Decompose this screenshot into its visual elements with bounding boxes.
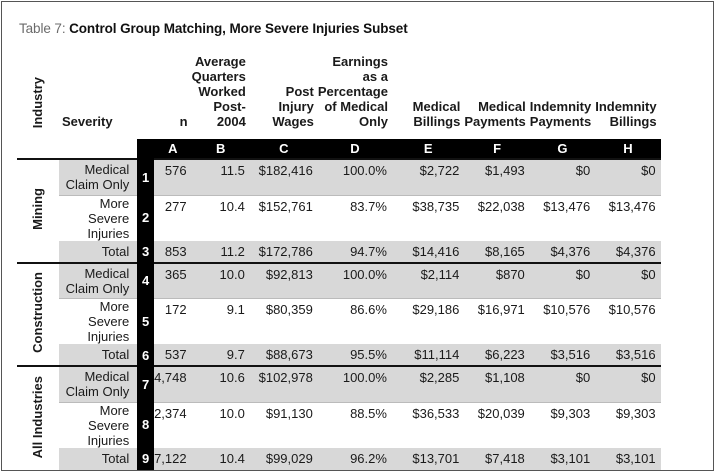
column-header: n xyxy=(179,114,188,129)
row-number: 6 xyxy=(137,344,154,366)
value-cell: $172,786 xyxy=(250,241,318,263)
value-cell: 100.0% xyxy=(318,263,392,299)
column-letter: D xyxy=(318,139,392,159)
table-row xyxy=(17,241,717,263)
value-cell: $7,418 xyxy=(464,448,529,470)
table-title-main: Control Group Matching, More Severe Injuries Subset xyxy=(69,21,408,36)
severity-cell: More Severe Injuries xyxy=(59,195,137,241)
value-cell: $0 xyxy=(530,263,595,299)
table-row xyxy=(17,195,717,241)
column-letter: F xyxy=(464,139,529,159)
value-cell: 853 xyxy=(154,241,192,263)
column-letter: C xyxy=(250,139,318,159)
value-cell: 2,374 xyxy=(154,402,192,448)
value-cell: 11.2 xyxy=(192,241,250,263)
value-cell: $92,813 xyxy=(250,263,318,299)
value-cell: $1,108 xyxy=(464,366,529,402)
severity-cell: Total xyxy=(59,448,137,470)
table-row xyxy=(17,159,717,195)
value-cell: 100.0% xyxy=(318,366,392,402)
column-letter: H xyxy=(595,139,660,159)
value-cell: $102,978 xyxy=(250,366,318,402)
value-cell: $22,038 xyxy=(464,195,529,241)
row-number: 3 xyxy=(137,241,154,263)
value-cell: 4,748 xyxy=(154,366,192,402)
value-cell: 9.7 xyxy=(192,344,250,366)
severity-cell: Total xyxy=(59,241,137,263)
severity-cell: Medical Claim Only xyxy=(59,366,137,402)
table-row xyxy=(17,366,717,402)
value-cell: 7,122 xyxy=(154,448,192,470)
value-cell: $20,039 xyxy=(464,402,529,448)
column-header: Medical Billings xyxy=(412,99,461,129)
value-cell: 86.6% xyxy=(318,299,392,345)
value-cell: 10.0 xyxy=(192,402,250,448)
value-cell: $36,533 xyxy=(392,402,464,448)
severity-header: Severity xyxy=(61,114,113,129)
value-cell: 365 xyxy=(154,263,192,299)
value-cell: 96.2% xyxy=(318,448,392,470)
value-cell: $0 xyxy=(530,366,595,402)
value-cell: $870 xyxy=(464,263,529,299)
value-cell: 95.5% xyxy=(318,344,392,366)
value-cell: 88.5% xyxy=(318,402,392,448)
column-header: Indemnity Billings xyxy=(595,99,657,129)
table-row xyxy=(17,448,717,470)
value-cell: $2,722 xyxy=(392,159,464,195)
value-cell: $1,493 xyxy=(464,159,529,195)
row-number: 2 xyxy=(137,195,154,241)
value-cell: $13,476 xyxy=(595,195,660,241)
table-row xyxy=(17,263,717,299)
row-number-column-cap xyxy=(137,139,154,159)
value-cell: 10.0 xyxy=(192,263,250,299)
value-cell: $0 xyxy=(595,366,660,402)
value-cell: 9.1 xyxy=(192,299,250,345)
row-number: 1 xyxy=(137,159,154,195)
value-cell: $2,114 xyxy=(392,263,464,299)
value-cell: $88,673 xyxy=(250,344,318,366)
value-cell: $3,101 xyxy=(530,448,595,470)
value-cell: $99,029 xyxy=(250,448,318,470)
industry-header: Industry xyxy=(30,76,46,128)
value-cell: $10,576 xyxy=(595,299,660,345)
column-letter-row xyxy=(17,139,717,159)
value-cell: $0 xyxy=(530,159,595,195)
value-cell: $0 xyxy=(595,159,660,195)
table-row xyxy=(17,344,717,366)
value-cell: $13,701 xyxy=(392,448,464,470)
column-header: Indemnity Payments xyxy=(529,99,592,129)
value-cell: $3,516 xyxy=(595,344,660,366)
table-body xyxy=(17,159,717,470)
severity-cell: Medical Claim Only xyxy=(59,263,137,299)
column-header: Average Quarters Worked Post-2004 xyxy=(191,54,246,129)
value-cell: 277 xyxy=(154,195,192,241)
value-cell: $16,971 xyxy=(464,299,529,345)
value-cell: $8,165 xyxy=(464,241,529,263)
value-cell: $0 xyxy=(595,263,660,299)
table-row xyxy=(17,299,717,345)
value-cell: $29,186 xyxy=(392,299,464,345)
value-cell: $9,303 xyxy=(595,402,660,448)
value-cell: 83.7% xyxy=(318,195,392,241)
column-header: Post Injury Wages xyxy=(272,84,314,129)
value-cell: 10.6 xyxy=(192,366,250,402)
row-number: 4 xyxy=(137,263,154,299)
column-letter: A xyxy=(154,139,192,159)
value-cell: 11.5 xyxy=(192,159,250,195)
value-cell: 576 xyxy=(154,159,192,195)
industry-group-label: All Industries xyxy=(17,366,59,470)
table-row xyxy=(17,402,717,448)
value-cell: 10.4 xyxy=(192,195,250,241)
row-number: 9 xyxy=(137,448,154,470)
severity-cell: Medical Claim Only xyxy=(59,159,137,195)
value-cell: $6,223 xyxy=(464,344,529,366)
value-cell: $10,576 xyxy=(530,299,595,345)
value-cell: $80,359 xyxy=(250,299,318,345)
value-cell: 172 xyxy=(154,299,192,345)
data-table xyxy=(17,47,717,470)
header-row xyxy=(17,47,717,139)
value-cell: $152,761 xyxy=(250,195,318,241)
value-cell: $38,735 xyxy=(392,195,464,241)
value-cell: $9,303 xyxy=(530,402,595,448)
value-cell: $4,376 xyxy=(595,241,660,263)
value-cell: $3,516 xyxy=(530,344,595,366)
column-letter: E xyxy=(392,139,464,159)
table-title xyxy=(19,21,408,36)
value-cell: $14,416 xyxy=(392,241,464,263)
value-cell: $91,130 xyxy=(250,402,318,448)
column-header: Medical Payments xyxy=(464,99,526,129)
value-cell: 10.4 xyxy=(192,448,250,470)
value-cell: $13,476 xyxy=(530,195,595,241)
value-cell: $11,114 xyxy=(392,344,464,366)
value-cell: $182,416 xyxy=(250,159,318,195)
value-cell: $3,101 xyxy=(595,448,660,470)
row-number: 7 xyxy=(137,366,154,402)
severity-cell: More Severe Injuries xyxy=(59,299,137,345)
severity-cell: More Severe Injuries xyxy=(59,402,137,448)
column-letter: G xyxy=(530,139,595,159)
row-number: 5 xyxy=(137,299,154,345)
row-number: 8 xyxy=(137,402,154,448)
value-cell: 94.7% xyxy=(318,241,392,263)
table-title-prefix: Table 7: xyxy=(19,21,70,36)
value-cell: $4,376 xyxy=(530,241,595,263)
industry-group-label: Mining xyxy=(17,159,59,263)
column-header: Earnings as a Percentage of Medical Only xyxy=(317,54,388,129)
value-cell: $2,285 xyxy=(392,366,464,402)
value-cell: 100.0% xyxy=(318,159,392,195)
value-cell: 537 xyxy=(154,344,192,366)
industry-group-label: Construction xyxy=(17,263,59,367)
column-letter: B xyxy=(192,139,250,159)
severity-cell: Total xyxy=(59,344,137,366)
